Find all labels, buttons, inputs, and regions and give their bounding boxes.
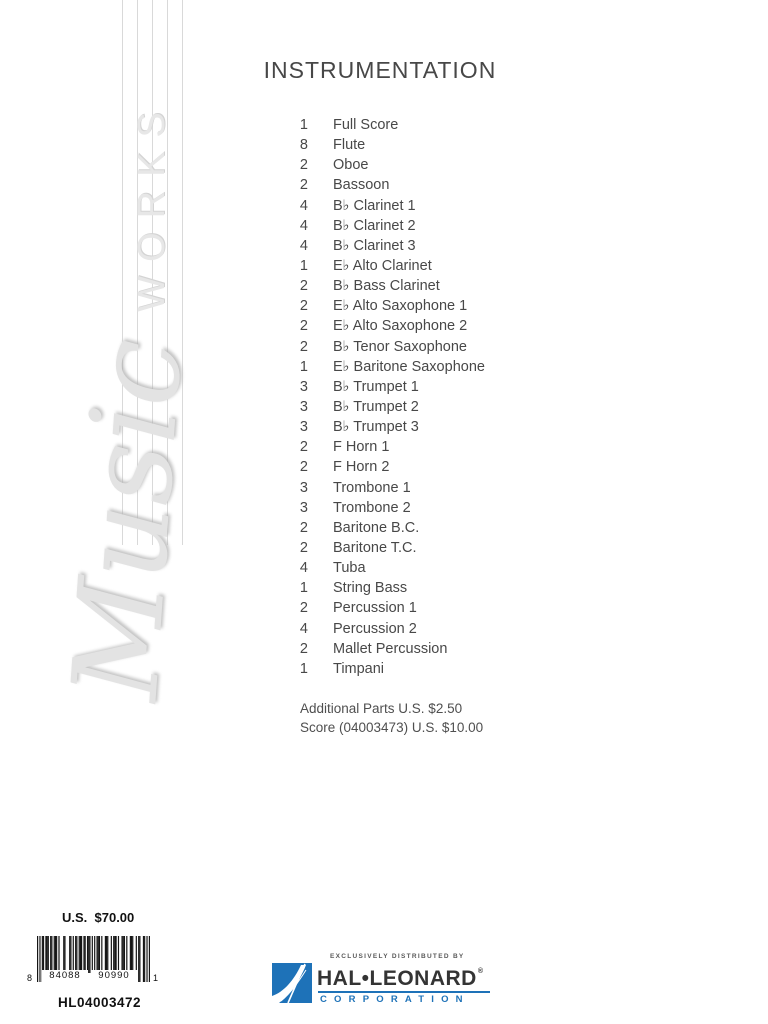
instrumentation-list bbox=[268, 115, 485, 679]
instrument-row bbox=[268, 457, 485, 477]
instrument-name: E♭ Alto Saxophone 2 bbox=[333, 318, 468, 335]
instrument-qty: 2 bbox=[299, 640, 308, 657]
instrument-row bbox=[268, 538, 485, 558]
instrument-name: B♭ Clarinet 3 bbox=[333, 237, 416, 254]
instrument-name: String Bass bbox=[333, 580, 408, 597]
instrument-row bbox=[268, 377, 485, 397]
instrument-name: Flute bbox=[333, 137, 366, 154]
hal-leonard-corporation: CORPORATION bbox=[320, 994, 470, 1005]
instrument-name: Trombone 2 bbox=[333, 499, 411, 516]
us-price: U.S. $70.00 bbox=[62, 910, 135, 925]
barcode-group2: 90990 bbox=[91, 970, 137, 982]
instrument-row bbox=[268, 558, 485, 578]
instrument-qty: 2 bbox=[299, 278, 308, 295]
instrument-name: B♭ Trumpet 3 bbox=[333, 419, 419, 436]
instrument-name: B♭ Trumpet 2 bbox=[333, 398, 419, 415]
instrument-row bbox=[268, 155, 485, 175]
instrument-qty: 2 bbox=[299, 318, 308, 335]
instrument-name: E♭ Alto Saxophone 1 bbox=[333, 298, 468, 315]
instrument-name: Percussion 1 bbox=[333, 600, 417, 617]
instrument-row bbox=[268, 659, 485, 679]
instrument-row bbox=[268, 316, 485, 336]
hal-leonard-logo bbox=[272, 951, 502, 1011]
instrument-name: B♭ Clarinet 2 bbox=[333, 217, 416, 234]
instrument-qty: 2 bbox=[299, 177, 308, 194]
instrument-qty: 2 bbox=[299, 157, 308, 174]
instrument-name: Baritone B.C. bbox=[333, 519, 420, 536]
barcode-left-digit: 8 bbox=[27, 973, 33, 983]
instrument-name: Mallet Percussion bbox=[333, 640, 448, 657]
instrument-row bbox=[268, 619, 485, 639]
instrument-qty: 3 bbox=[299, 419, 308, 436]
hal-leonard-name: HAL•LEONARD® bbox=[317, 967, 484, 990]
instrument-row bbox=[268, 498, 485, 518]
instrument-qty: 2 bbox=[299, 459, 308, 476]
instrument-row bbox=[268, 135, 485, 155]
instrument-row bbox=[268, 216, 485, 236]
instrument-row bbox=[268, 196, 485, 216]
instrument-qty: 2 bbox=[299, 338, 308, 355]
instrument-row bbox=[268, 437, 485, 457]
instrument-row bbox=[268, 478, 485, 498]
page-title: INSTRUMENTATION bbox=[263, 57, 497, 83]
score-price: Score (04003473) U.S. $10.00 bbox=[300, 720, 484, 735]
instrument-name: E♭ Baritone Saxophone bbox=[333, 358, 485, 375]
instrument-qty: 1 bbox=[299, 580, 308, 597]
instrument-qty: 3 bbox=[299, 378, 308, 395]
instrument-row bbox=[268, 417, 485, 437]
distributor-tagline: EXCLUSIVELY DISTRIBUTED BY bbox=[330, 953, 465, 960]
instrument-row bbox=[268, 256, 485, 276]
instrument-name: Oboe bbox=[333, 157, 369, 174]
instrument-name: F Horn 2 bbox=[333, 459, 390, 476]
instrument-qty: 1 bbox=[299, 257, 308, 274]
instrument-row bbox=[268, 357, 485, 377]
barcode-group1: 84088 bbox=[42, 970, 88, 982]
instrument-qty: 3 bbox=[299, 398, 308, 415]
instrument-qty: 2 bbox=[299, 519, 308, 536]
instrument-row bbox=[268, 518, 485, 538]
instrument-qty: 1 bbox=[299, 358, 308, 375]
instrument-qty: 4 bbox=[299, 620, 308, 637]
catalog-number: HL04003472 bbox=[58, 995, 142, 1010]
instrument-name: E♭ Alto Clarinet bbox=[333, 257, 432, 274]
instrument-name: Percussion 2 bbox=[333, 620, 417, 637]
instrument-row bbox=[268, 236, 485, 256]
watermark-works-text: WORKS bbox=[131, 98, 173, 312]
instrument-qty: 1 bbox=[299, 660, 308, 677]
instrument-qty: 3 bbox=[299, 479, 308, 496]
instrument-name: Timpani bbox=[333, 660, 385, 677]
instrument-row bbox=[268, 578, 485, 598]
instrument-row bbox=[268, 397, 485, 417]
instrument-qty: 4 bbox=[299, 237, 308, 254]
instrument-name: Baritone T.C. bbox=[333, 539, 417, 556]
barcode-check-digit: 1 bbox=[153, 973, 159, 983]
instrument-qty: 4 bbox=[299, 560, 308, 577]
instrument-name: Bassoon bbox=[333, 177, 390, 194]
instrument-name: Full Score bbox=[333, 117, 399, 133]
instrument-qty: 2 bbox=[299, 298, 308, 315]
instrument-qty: 2 bbox=[299, 439, 308, 456]
instrument-name: Trombone 1 bbox=[333, 479, 411, 496]
instrument-qty: 2 bbox=[299, 539, 308, 556]
instrument-row bbox=[268, 115, 485, 135]
instrument-qty: 3 bbox=[299, 499, 308, 516]
instrument-row bbox=[268, 598, 485, 618]
registered-mark: ® bbox=[477, 968, 484, 975]
upc-barcode bbox=[27, 936, 177, 986]
instrument-row bbox=[268, 276, 485, 296]
instrument-name: F Horn 1 bbox=[333, 439, 390, 456]
pricing-notes bbox=[300, 699, 483, 737]
instrument-row bbox=[268, 337, 485, 357]
instrument-name: B♭ Trumpet 1 bbox=[333, 378, 419, 395]
instrument-row bbox=[268, 175, 485, 195]
additional-parts-price: Additional Parts U.S. $2.50 bbox=[300, 701, 463, 716]
instrument-qty: 1 bbox=[299, 117, 308, 133]
instrument-qty: 4 bbox=[299, 197, 308, 214]
instrument-name: Tuba bbox=[333, 560, 366, 577]
watermark-music-script: Music bbox=[45, 334, 209, 705]
instrument-qty: 2 bbox=[299, 600, 308, 617]
instrument-qty: 4 bbox=[299, 217, 308, 234]
hal-leonard-rule bbox=[318, 991, 490, 993]
instrument-qty: 8 bbox=[299, 137, 308, 154]
instrument-name: B♭ Clarinet 1 bbox=[333, 197, 416, 214]
instrument-name: B♭ Bass Clarinet bbox=[333, 278, 440, 295]
instrument-row bbox=[268, 296, 485, 316]
instrument-row bbox=[268, 639, 485, 659]
hal-leonard-monogram-icon bbox=[272, 963, 312, 1003]
instrument-name: B♭ Tenor Saxophone bbox=[333, 338, 467, 355]
